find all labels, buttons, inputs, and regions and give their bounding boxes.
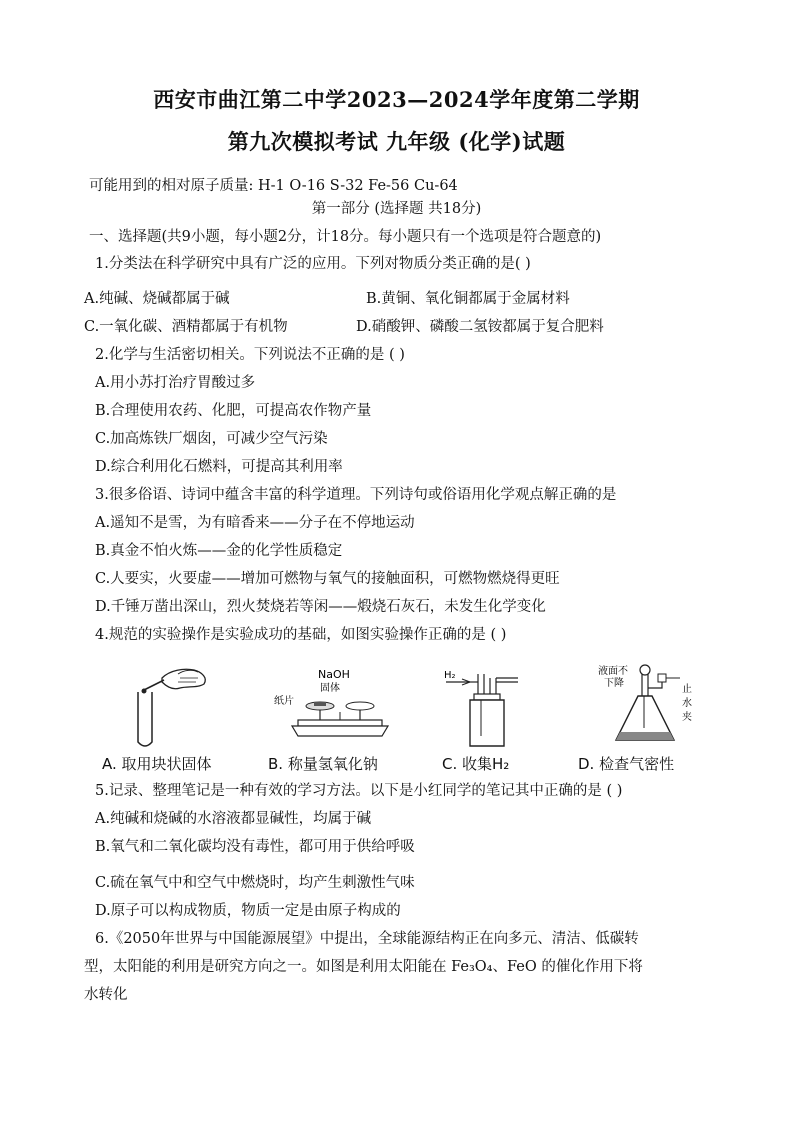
q3-stem: 3.很多俗语、诗词中蕴含丰富的科学道理。下列诗句或俗语用化学观点解正确的是 xyxy=(95,487,617,503)
clip-label-1: 止 xyxy=(682,684,692,695)
gas-bottle-icon xyxy=(446,674,518,746)
q5-option-d: D.原子可以构成物质，物质一定是由原子构成的 xyxy=(95,903,401,919)
q2-option-a: A.用小苏打治疗胃酸过多 xyxy=(95,375,256,391)
figure-b-balance xyxy=(268,666,398,746)
q1-option-b: B.黄铜、氧化铜都属于金属材料 xyxy=(366,291,570,307)
part1-title: 第一部分 (选择题 共18分) xyxy=(311,201,482,217)
naoh-label: NaOH xyxy=(318,668,350,681)
figure-a-solid-sampling xyxy=(118,660,218,750)
q4-caption-a: A. 取用块状固体 xyxy=(102,755,212,773)
q3-option-d: D.千锤万凿出深山，烈火焚烧若等闲——煅烧石灰石，未发生化学变化 xyxy=(95,599,546,615)
q4-caption-b: B. 称量氢氧化钠 xyxy=(268,755,378,773)
clip-label-3: 夹 xyxy=(682,712,692,723)
q6-line2: 型，太阳能的利用是研究方向之一。如图是利用太阳能在 Fe₃O₄、FeO 的催化作用下将 xyxy=(84,959,643,975)
q6-line3: 水转化 xyxy=(84,987,128,1003)
exam-title-line1: 西安市曲江第二中学2023—2024学年度第二学期 xyxy=(153,87,640,112)
figure-c-collect-h2 xyxy=(440,664,530,750)
q3-option-c: C.人要实，火要虚——增加可燃物与氧气的接触面积，可燃物燃烧得更旺 xyxy=(95,571,560,587)
solid-label: 固体 xyxy=(320,683,340,694)
solid-block-icon xyxy=(142,689,147,694)
atomic-mass-note: 可能用到的相对原子质量: H-1 O-16 S-32 Fe-56 Cu-64 xyxy=(89,178,458,194)
q2-stem: 2.化学与生活密切相关。下列说法不正确的是 ( ) xyxy=(95,347,405,363)
q2-option-c: C.加高炼铁厂烟囱，可减少空气污染 xyxy=(95,431,328,447)
q4-caption-c: C. 收集H₂ xyxy=(442,755,510,773)
q6-line1: 6.《2050年世界与中国能源展望》中提出，全球能源结构正在向多元、清洁、低碳转 xyxy=(95,931,639,947)
clip-label-2: 水 xyxy=(682,698,692,709)
q5-option-b: B.氧气和二氧化碳均没有毒性，都可用于供给呼吸 xyxy=(95,839,415,855)
q5-option-c: C.硫在氧气中和空气中燃烧时，均产生刺激性气味 xyxy=(95,875,415,891)
level-label-2: 下降 xyxy=(604,678,624,689)
q1-option-d: D.硝酸钾、磷酸二氢铵都属于复合肥料 xyxy=(356,319,604,335)
exam-title-line2: 第九次模拟考试 九年级 (化学)试题 xyxy=(227,129,566,154)
level-label-1: 液面不 xyxy=(598,666,628,677)
q1-option-a: A.纯碱、烧碱都属于碱 xyxy=(84,291,230,307)
q2-option-d: D.综合利用化石燃料，可提高其利用率 xyxy=(95,459,343,475)
q5-stem: 5.记录、整理笔记是一种有效的学习方法。以下是小红同学的笔记其中正确的是 ( ) xyxy=(95,783,623,799)
balance-icon xyxy=(292,702,388,736)
h2-label: H₂ xyxy=(444,670,456,681)
q1-option-c: C.一氧化碳、酒精都属于有机物 xyxy=(84,319,288,335)
tweezers-icon xyxy=(144,680,164,690)
test-tube-icon xyxy=(138,692,152,746)
q3-option-a: A.遥知不是雪，为有暗香来——分子在不停地运动 xyxy=(95,515,415,531)
figure-d-airtightness xyxy=(594,662,704,752)
q4-stem: 4.规范的实验操作是实验成功的基础，如图实验操作正确的是 ( ) xyxy=(95,627,507,643)
q3-option-b: B.真金不怕火炼——金的化学性质稳定 xyxy=(95,543,343,559)
hand-icon xyxy=(162,669,205,688)
q5-option-a: A.纯碱和烧碱的水溶液都显碱性，均属于碱 xyxy=(95,811,372,827)
paper-label: 纸片 xyxy=(274,696,294,707)
q2-option-b: B.合理使用农药、化肥，可提高农作物产量 xyxy=(95,403,372,419)
q4-caption-d: D. 检查气密性 xyxy=(578,755,675,773)
section1-intro: 一、选择题(共9小题，每小题2分，计18分。每小题只有一个选项是符合题意的) xyxy=(89,229,602,245)
q1-stem: 1.分类法在科学研究中具有广泛的应用。下列对物质分类正确的是( ) xyxy=(95,256,531,272)
